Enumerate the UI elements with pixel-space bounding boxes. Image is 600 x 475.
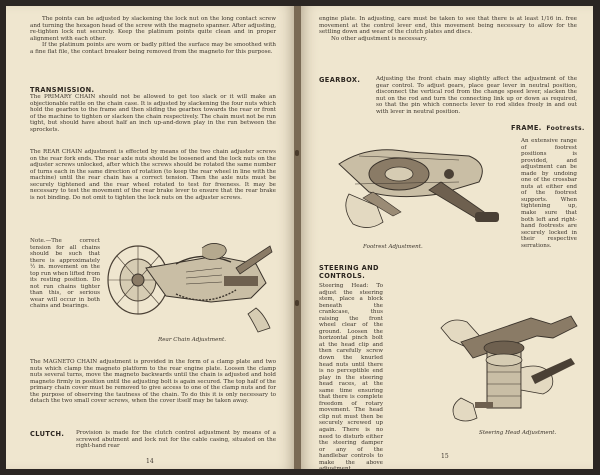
left-intro2-paragraph: If the platinum points are worn or badly pitted the surface may be smoothed with a fine flat file, the contact breaker being removed from the magneto for this purpose. xyxy=(30,42,276,55)
steering-caption: Steering Head Adjustment. xyxy=(479,430,557,436)
right-intro-block xyxy=(319,16,577,42)
transmission-text: The PRIMARY CHAIN should not be allowed to get too slack or it will make an objectionable rattle on the chain case. It is adjusted by slackening the four nuts which hold the gearbox to the frame and then sliding the gearbox towards the rear or front of the machine to tighten or slacken the chain respectively. The chain must not be run tight, but should have about half an inch up-and-down play in the run between the sprockets. xyxy=(30,94,276,133)
right-intro2-paragraph: No other adjustment is necessary. xyxy=(331,35,428,42)
frame-subheading-label: Footrests. xyxy=(546,125,585,132)
left-intro-block xyxy=(30,16,276,55)
binding-hole xyxy=(295,150,299,156)
frame-text: An extensive range of footrest positions is provided, and adjustment can be made by undoing one of the crossbar nuts at either end of the footrest supports. When tightening up, make sure that both left and right-hand footrests are securely locked in their respective serrations. xyxy=(521,138,577,249)
right-page xyxy=(301,6,593,473)
magneto-chain-text: The MAGNETO CHAIN adjustment is provided in the form of a clamp plate and two nuts which clamp the magneto platform to the rear engine plate. Loosen the clamp nuts several turns, move the magneto backwards until the chain is adjusted and hold magneto firmly in position until the adjusting bolt is again secured. The top half of the primary chain cover must be removed to give access to one of the clamp nuts and for the purpose of observing the tautness of the chain. To do this it is only necessary to detach the two small cover screws, when the cover itself may be taken away. xyxy=(30,359,276,405)
clutch-text: Provision is made for the clutch control adjustment by means of a screwed abutment and lock nut for the cable casing, situated on the right-hand rear xyxy=(76,430,276,450)
rear-chain-caption: Rear Chain Adjustment. xyxy=(158,337,227,343)
right-intro-paragraph: engine plate. In adjusting, care must be taken to see that there is at least 1/16 in. free movement at the control lever end, this movement being necessary to allow for the settling down and wear of the clutch plates and discs. xyxy=(319,16,577,36)
gearbox-heading: GEARBOX. xyxy=(319,76,361,84)
left-page xyxy=(6,6,294,469)
left-intro-paragraph: The points can be adjusted by slackening the lock nut on the long contact screw and turning the hexagon head of the screw with the magneto spanner. After adjusting, re-tighten lock nut securely. Keep the platinum points quite clean and in proper alignment with each other. xyxy=(30,16,276,42)
steering-heading: STEERING AND CONTROLS. xyxy=(319,264,379,280)
steering-head-illustration-icon xyxy=(421,298,583,428)
rear-chain-illustration-icon xyxy=(106,228,274,336)
frame-heading xyxy=(511,124,585,132)
rear-chain-text: The REAR CHAIN adjustment is effected by means of the two chain adjuster screws on the rear fork ends. The rear axle nuts should be loosened and the lock nuts on the adjuster screws unlocked, after which the screws should be rotated the same number of turns each in the same direction of rotation (to keep the rear wheel in line with the machine) until the rear chain has a correct tension. Then the axle nuts must be securely tightened and the rear wheel rotated to test for freeness. It may be necessary to test the movement of the rear brake lever to ensure that the rear brake is not binding. Do not omit to tighten the lock nuts on the adjuster screws. xyxy=(30,149,276,201)
left-page-number: 14 xyxy=(146,458,154,465)
chain-note-text: Note.—The correct tension for all chains should be such that there is approximately ½ in. movement on the top run when lifted from its resting position. Do not run chains tighter than this, or serious wear will occur in both chains and bearings. xyxy=(30,238,100,310)
footrest-caption: Footrest Adjustment. xyxy=(363,244,423,250)
steering-head-text: Steering Head: To adjust the steering stem, place a block beneath the crankcase, thus raising the front wheel clear of the ground. Loosen the horizontal pinch bolt at the head clip and then carefully screw down the knurled head nuts until there is no perceptible end play in the steering head races, at the same time ensuring that there is complete freedom of rotary movement. The head clip nut must then be securely screwed up again. There is no need to disturb either the steering damper or any of the handlebar controls to make the above adjustment. xyxy=(319,283,383,473)
binding-hole xyxy=(295,300,299,306)
book-gutter xyxy=(294,6,301,469)
gearbox-text: Adjusting the front chain may slightly affect the adjustment of the gear control. To adjust gears, place gear lever in neutral position, disconnect the vertical rod from the change speed lever, slacken the nut on the rod and turn the connecting link up or down as required, so that the pin which connects lever to rod slides freely in and out with lever in neutral position. xyxy=(376,76,577,115)
frame-heading-label: FRAME. xyxy=(511,124,542,132)
right-page-number: 15 xyxy=(441,453,449,460)
footrest-illustration-icon xyxy=(329,134,509,238)
clutch-heading: CLUTCH. xyxy=(30,430,65,438)
transmission-heading: TRANSMISSION. xyxy=(30,86,95,94)
